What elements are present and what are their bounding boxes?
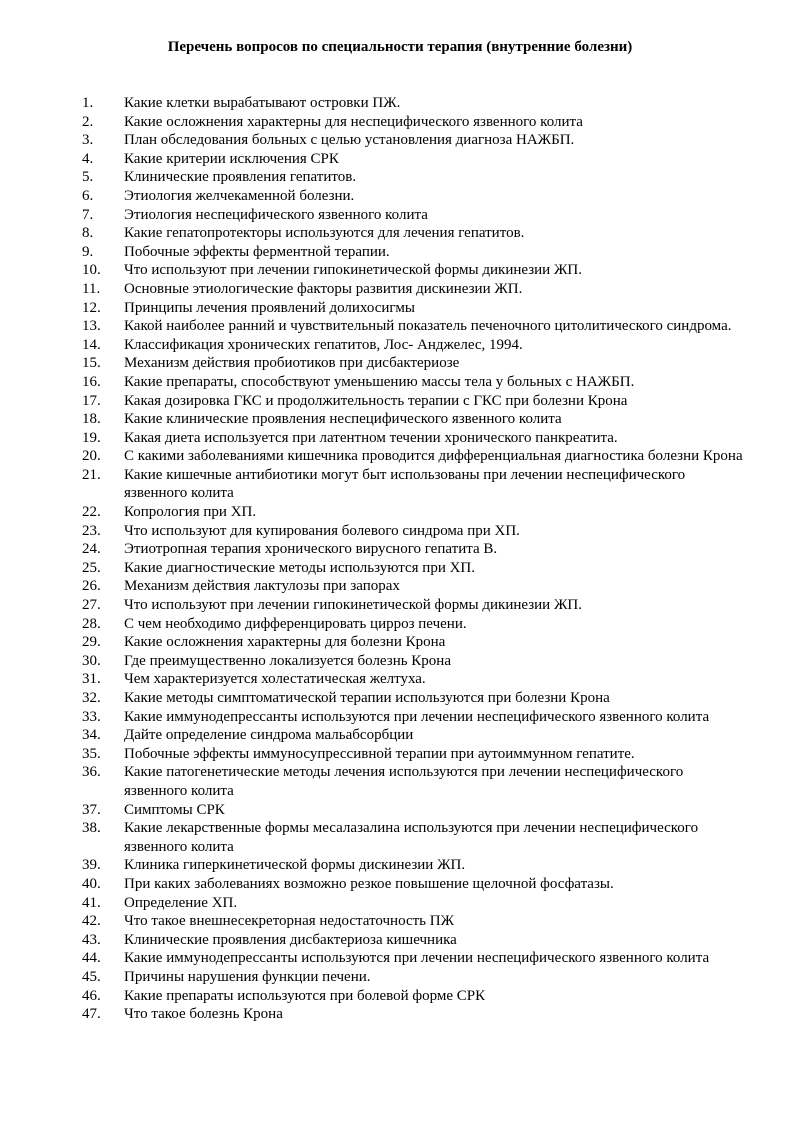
question-item xyxy=(82,670,746,689)
question-text: Копрология при ХП. xyxy=(124,504,257,521)
question-text: С чем необходимо дифференцировать цирроз печени. xyxy=(124,615,467,632)
question-text: Клиника гиперкинетической формы дискинезии ЖП. xyxy=(124,857,466,874)
question-item xyxy=(82,131,746,150)
question-number: 9. xyxy=(82,243,94,260)
question-text: Какие диагностические методы используются при ХП. xyxy=(124,559,476,576)
question-number: 17. xyxy=(82,392,101,409)
question-text: Какие патогенетические методы лечения используются при лечении неспецифического язвенного колита xyxy=(124,764,684,799)
question-item xyxy=(82,466,746,503)
question-item xyxy=(82,206,746,225)
question-number: 12. xyxy=(82,299,101,316)
question-text: Причины нарушения функции печени. xyxy=(124,968,371,985)
question-number: 29. xyxy=(82,634,101,651)
question-number: 15. xyxy=(82,355,101,372)
question-item xyxy=(82,615,746,634)
question-number: 33. xyxy=(82,708,101,725)
question-text: Какие кишечные антибиотики могут быт использованы при лечении неспецифического язвенного колита xyxy=(124,466,686,502)
question-item xyxy=(82,261,746,280)
question-number: 41. xyxy=(82,894,101,911)
question-text: Основные этиологические факторы развития дискинезии ЖП. xyxy=(124,280,523,297)
question-item xyxy=(82,522,746,541)
question-number: 4. xyxy=(82,150,94,167)
question-number: 27. xyxy=(82,597,101,614)
question-item xyxy=(82,931,746,950)
question-text: Симптомы СРК xyxy=(124,801,225,818)
page-title: Перечень вопросов по специальности терапия (внутренние болезни) xyxy=(167,39,633,55)
question-number: 36. xyxy=(82,764,101,781)
question-text: Что используют для купирования болевого синдрома при ХП. xyxy=(124,522,520,539)
question-text: Какие гепатопротекторы используются для лечения гепатитов. xyxy=(124,225,525,242)
question-number: 3. xyxy=(82,132,94,149)
question-text: Этиология неспецифического язвенного колита xyxy=(124,206,428,223)
question-item xyxy=(82,113,746,132)
question-number: 28. xyxy=(82,615,101,632)
question-item xyxy=(82,447,746,466)
question-item xyxy=(82,968,746,987)
question-item xyxy=(82,224,746,243)
question-item xyxy=(82,168,746,187)
question-item xyxy=(82,280,746,299)
question-text: При каких заболеваниях возможно резкое повышение щелочной фосфатазы. xyxy=(124,875,614,892)
question-item xyxy=(82,708,746,727)
question-text: Побочные эффекты ферментной терапии. xyxy=(124,243,390,260)
question-number: 32. xyxy=(82,690,101,706)
question-number: 44. xyxy=(82,950,101,967)
question-number: 8. xyxy=(82,225,94,242)
question-item xyxy=(82,856,746,875)
question-text: Что используют при лечении гипокинетической формы дикинезии ЖП. xyxy=(124,262,582,279)
question-item xyxy=(82,559,746,578)
question-text: Чем характеризуется холестатическая желтуха. xyxy=(124,671,426,688)
question-number: 37. xyxy=(82,801,101,818)
question-text: Этиология желчекаменной болезни. xyxy=(124,187,355,204)
question-text: План обследования больных с целью установления диагноза НАЖБП. xyxy=(124,132,575,149)
question-text: Какие клетки вырабатывают островки ПЖ. xyxy=(124,95,401,111)
question-number: 2. xyxy=(82,113,94,130)
question-text: Какая диета используется при латентном течении хронического панкреатита. xyxy=(124,429,618,446)
question-number: 20. xyxy=(82,448,101,465)
question-text: С какими заболеваниями кишечника проводится дифференциальная диагностика болезни Крона xyxy=(124,448,743,465)
question-item xyxy=(82,94,746,113)
question-text: Что используют при лечении гипокинетической формы дикинезии ЖП. xyxy=(124,597,582,614)
question-number: 25. xyxy=(82,559,101,576)
question-number: 6. xyxy=(82,187,94,204)
question-number: 13. xyxy=(82,318,101,335)
question-number: 45. xyxy=(82,968,101,985)
question-text: Какой наиболее ранний и чувствительный показатель печеночного цитолитического синдрома. xyxy=(124,318,732,335)
question-item xyxy=(82,949,746,968)
question-item xyxy=(82,429,746,448)
question-text: Клинические проявления гепатитов. xyxy=(124,169,357,186)
question-number: 23. xyxy=(82,522,101,539)
question-number: 7. xyxy=(82,206,94,223)
question-text: Какие лекарственные формы месалазалина используются при лечении неспецифического язвенного колита xyxy=(124,820,699,855)
question-text: Классификация хронических гепатитов, Лос- Анджелес, 1994. xyxy=(124,336,523,353)
question-item xyxy=(82,726,746,745)
question-number: 46. xyxy=(82,987,101,1004)
question-item xyxy=(82,894,746,913)
question-item xyxy=(82,987,746,1006)
question-text: Что такое болезнь Крона xyxy=(124,1006,283,1023)
question-number: 31. xyxy=(82,671,101,688)
question-item xyxy=(82,819,746,856)
question-number: 11. xyxy=(82,280,101,297)
question-number: 14. xyxy=(82,336,101,353)
question-text: Дайте определение синдрома мальабсорбции xyxy=(124,727,414,744)
question-number: 47. xyxy=(82,1006,101,1023)
question-item xyxy=(82,187,746,206)
question-item xyxy=(82,633,746,652)
question-text: Где преимущественно локализуется болезнь Крона xyxy=(124,652,451,669)
question-item xyxy=(82,410,746,429)
question-number: 19. xyxy=(82,429,101,446)
question-item xyxy=(82,150,746,169)
question-item xyxy=(82,801,746,820)
question-text: Побочные эффекты иммуносупрессивной терапии при аутоиммунном гепатите. xyxy=(124,745,635,762)
question-number: 34. xyxy=(82,727,101,744)
question-item xyxy=(82,577,746,596)
question-number: 30. xyxy=(82,652,101,669)
question-item xyxy=(82,689,746,708)
question-number: 10. xyxy=(82,262,101,279)
question-text: Какие осложнения характерны для болезни Крона xyxy=(124,634,446,651)
question-item xyxy=(82,392,746,411)
question-item xyxy=(82,540,746,559)
question-item xyxy=(82,652,746,671)
question-item xyxy=(82,1005,746,1024)
question-item xyxy=(82,875,746,894)
question-number: 5. xyxy=(82,169,94,186)
question-number: 43. xyxy=(82,931,101,948)
question-number: 22. xyxy=(82,504,101,521)
question-text: Механизм действия пробиотиков при дисбактериозе xyxy=(124,355,460,372)
question-text: Какие иммунодепрессанты используются при лечении неспецифического язвенного колита xyxy=(124,950,710,967)
question-text: Клинические проявления дисбактериоза кишечника xyxy=(124,931,457,948)
question-text: Какие препараты, способствуют уменьшению массы тела у больных с НАЖБП. xyxy=(124,373,635,390)
question-item xyxy=(82,912,746,931)
question-item xyxy=(82,354,746,373)
question-text: Определение ХП. xyxy=(124,894,238,911)
question-number: 42. xyxy=(82,913,101,930)
question-text: Принципы лечения проявлений долихосигмы xyxy=(124,299,415,316)
question-item xyxy=(82,745,746,764)
question-item xyxy=(82,373,746,392)
question-number: 24. xyxy=(82,541,101,558)
question-text: Какие критерии исключения СРК xyxy=(124,150,339,167)
question-item xyxy=(82,243,746,262)
question-text: Какая дозировка ГКС и продолжительность терапии с ГКС при болезни Крона xyxy=(124,392,628,409)
question-number: 1. xyxy=(82,95,94,111)
question-text: Что такое внешнесекреторная недостаточность ПЖ xyxy=(124,913,455,930)
question-number: 26. xyxy=(82,578,101,595)
question-number: 21. xyxy=(82,466,101,483)
question-item xyxy=(82,596,746,615)
question-item xyxy=(82,317,746,336)
question-text: Какие осложнения характерны для неспецифического язвенного колита xyxy=(124,113,583,130)
question-item xyxy=(82,763,746,800)
question-text: Какие иммунодепрессанты используются при лечении неспецифического язвенного колита xyxy=(124,708,710,725)
question-text: Какие препараты используются при болевой форме СРК xyxy=(124,987,486,1004)
question-item xyxy=(82,503,746,522)
question-text: Механизм действия лактулозы при запорах xyxy=(124,578,400,595)
question-number: 18. xyxy=(82,411,101,428)
question-text: Этиотропная терапия хронического вирусного гепатита В. xyxy=(124,541,498,558)
question-number: 38. xyxy=(82,820,101,837)
question-text: Какие клинические проявления неспецифического язвенного колита xyxy=(124,411,562,428)
question-item xyxy=(82,336,746,355)
question-number: 35. xyxy=(82,745,101,762)
question-number: 16. xyxy=(82,373,101,390)
question-list xyxy=(82,94,746,1024)
question-number: 39. xyxy=(82,857,101,874)
question-text: Какие методы симптоматической терапии используются при болезни Крона xyxy=(124,690,610,706)
question-item xyxy=(82,299,746,318)
question-number: 40. xyxy=(82,875,101,892)
